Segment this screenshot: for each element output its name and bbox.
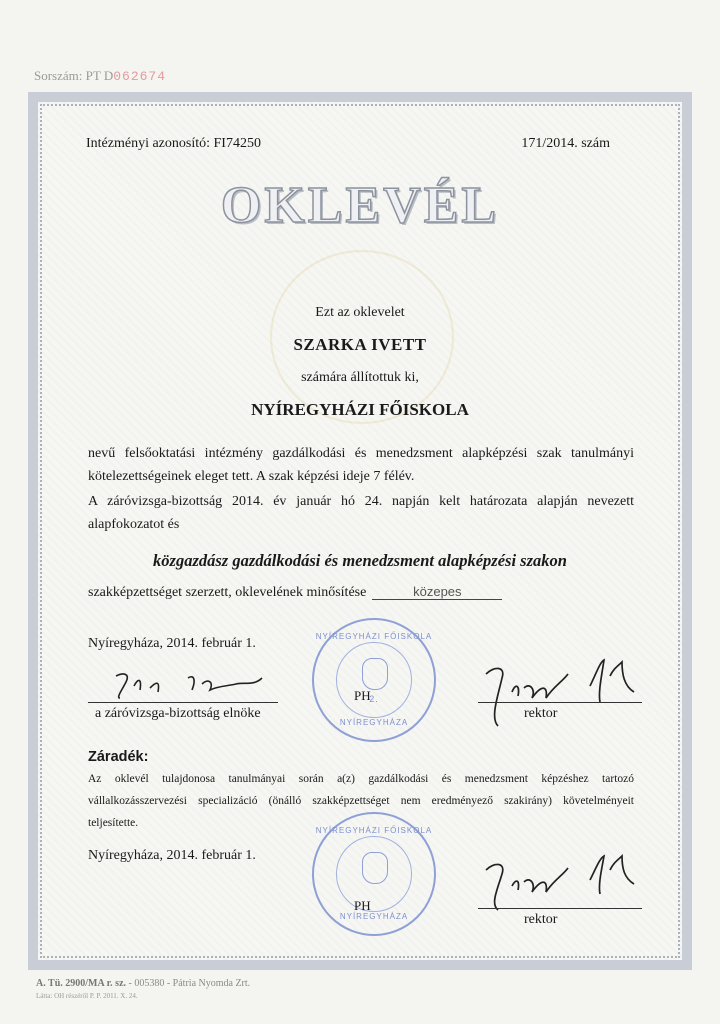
footer-form-code: [36, 978, 250, 989]
stamp-top-text: NYÍREGYHÁZI FŐISKOLA: [315, 826, 433, 835]
coat-of-arms-icon: [362, 658, 388, 690]
clause-line: Az oklevél tulajdonosa tanulmányai során a(z) gazdálkodási és menedzsment képzéshez tartozó: [88, 773, 634, 785]
ph-label: PH: [354, 688, 371, 703]
stamp-top-text: NYÍREGYHÁZI FŐISKOLA: [315, 632, 433, 641]
body-paragraph-1: [88, 442, 634, 488]
coat-of-arms-icon: [362, 852, 388, 884]
rector-signature: [472, 848, 652, 914]
institution-stamp: [312, 812, 436, 936]
stamp-bottom-text: NYÍREGYHÁZA: [339, 912, 409, 921]
committee-chair-signature: [110, 668, 270, 702]
rector-label: rektor: [524, 912, 558, 927]
signature-line: [478, 908, 642, 909]
printer-info: - 005380 - Pátria Nyomda Zrt.: [126, 978, 251, 989]
institution-stamp: [312, 618, 436, 742]
signature-line: [478, 702, 642, 703]
diploma-title: OKLEVÉL: [220, 177, 500, 234]
grade-row: [88, 584, 502, 601]
clause-line: vállalkozásszervezési specializáció (önálló szakképzettséget nem eredményező szakirány) követelményeit: [88, 795, 634, 807]
institution-id: Intézményi azonosító: FI74250: [86, 136, 261, 151]
footer-approval: Látta: OH részéről P. P. 2011. X. 24.: [36, 992, 138, 1000]
stamp-number: 2.: [369, 694, 379, 704]
rector-signature: [472, 652, 652, 732]
clause-heading: Záradék:: [88, 749, 149, 765]
document-number: 171/2014. szám: [521, 136, 610, 151]
clause-line: teljesítette.: [88, 817, 139, 829]
form-code: A. Tü. 2900/MA r. sz.: [36, 978, 127, 989]
body-line: nevű felsőoktatási intézmény gazdálkodási és menedzsment alapképzési szak tanulmányi: [88, 446, 634, 461]
stamp-bottom-text: NYÍREGYHÁZA: [339, 718, 409, 727]
committee-chair-label: a záróvizsga-bizottság elnöke: [95, 706, 261, 721]
rector-label: rektor: [524, 706, 558, 721]
clause-place-date: Nyíregyháza, 2014. február 1.: [88, 848, 256, 863]
issued-for-text: számára állítottuk ki,: [301, 370, 419, 385]
grade-label: szakképzettséget szerzett, oklevelének minősítése: [88, 585, 367, 600]
serial-label: Sorszám: PT D: [34, 68, 114, 83]
ph-label: PH: [354, 898, 371, 913]
recipient-name: SZARKA IVETT: [293, 335, 427, 354]
body-line: alapfokozatot és: [88, 517, 180, 532]
grade-value: közepes: [372, 584, 502, 600]
body-line: A záróvizsga-bizottság 2014. év január hó 24. napján kelt határozata alapján nevezett: [88, 494, 634, 509]
body-line: kötelezettségeinek eleget tett. A szak képzési ideje 7 félév.: [88, 469, 415, 484]
signature-line: [88, 702, 278, 703]
body-paragraph-2: [88, 490, 634, 536]
qualification: közgazdász gazdálkodási és menedzsment alapképzési szakon: [153, 551, 567, 570]
serial-number: [34, 68, 166, 84]
serial-value: 062674: [113, 69, 167, 84]
institution-name: NYÍREGYHÁZI FŐISKOLA: [251, 400, 469, 419]
recipient-intro: Ezt az oklevelet: [315, 305, 405, 320]
place-date: Nyíregyháza, 2014. február 1.: [88, 636, 256, 651]
